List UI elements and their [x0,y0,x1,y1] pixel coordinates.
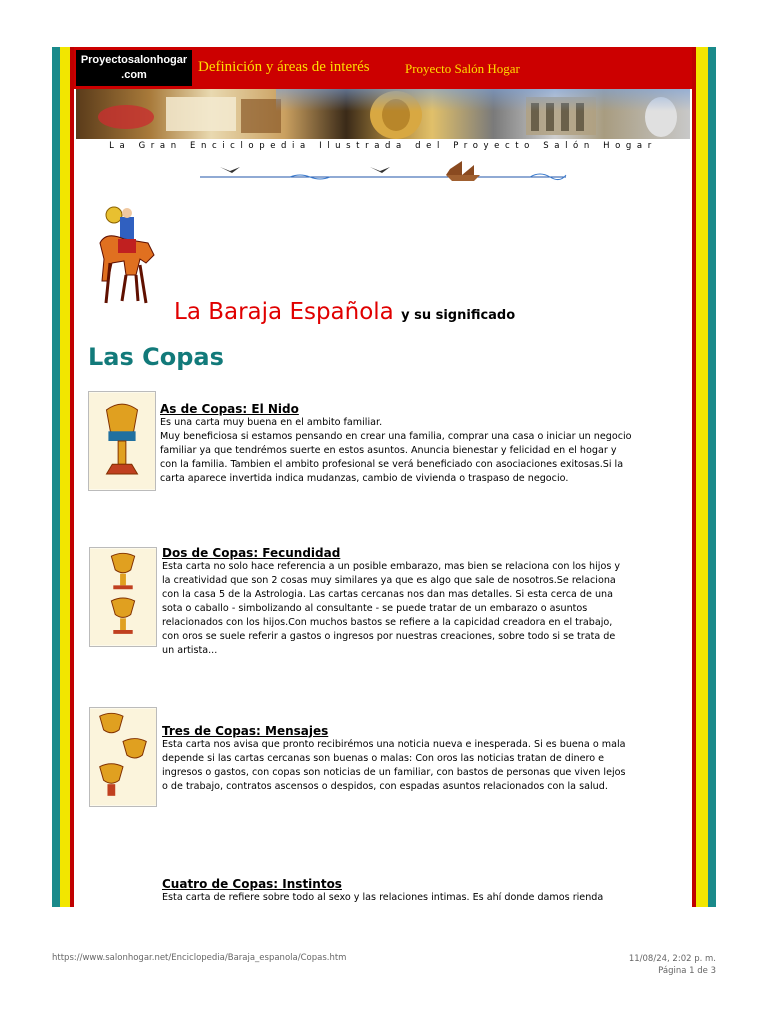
entry-title-tres: Tres de Copas: Mensajes [162,724,329,738]
definicion-link[interactable]: Definición y áreas de interés [198,59,370,75]
left-teal-stripe [52,47,60,907]
site-logo-link[interactable] [76,50,192,86]
header-banner-image [76,89,690,139]
logo-line2: .com [121,69,147,81]
entry-title-dos: Dos de Copas: Fecundidad [162,546,341,560]
right-teal-stripe [708,47,716,907]
entry-title-as: As de Copas: El Nido [160,402,299,416]
footer-url: https://www.salonhogar.net/Enciclopedia/Baraja_espanola/Copas.htm [52,953,347,963]
proyecto-link[interactable]: Proyecto Salón Hogar [405,61,520,76]
decorative-ship-line-icon [200,159,570,183]
tres-de-copas-card-image [89,707,157,807]
entry-text-dos: Esta carta no solo hace referencia a un posible embarazo, mas bien se relaciona con los hijos y la creatividad que son 2 cosas muy similares ya que es algo que sale de nosotros.Se relaciona con la casa 5 de la Astrologia. Las cartas cercanas nos dan mas detalles. Si esta cerca de una sota o caballo - simbolizando al consultante - se puede tratar de un embarazo o asuntos relacionados con los hijos.Con muchos bastos se refiere a la capicidad creadora en el trabajo, con oros se suele referir a gastos o ingresos por nuestras creaciones, sobre todo si se trata de un artista... [162,561,621,656]
encyclopedia-subtitle: La Gran Enciclopedia Ilustrada del Proyecto Salón Hogar [109,141,657,151]
site-header [74,47,692,89]
section-heading: Las Copas [88,343,224,371]
left-yellow-stripe [60,47,70,907]
page-title-sub: y su significado [401,308,516,323]
page-title-main: La Baraja Española [174,299,394,325]
entry-text-cuatro: Esta carta de refiere sobre todo al sexo y las relaciones intimas. Es ahí donde damos rienda [162,892,604,903]
footer-date: 11/08/24, 2:02 p. m. [628,954,716,964]
knight-card-image [96,203,162,311]
entry-text-as: Es una carta muy buena en el ambito familiar. Muy beneficiosa si estamos pensando en crear una familia, comprar una casa o iniciar un negocio familiar ya que tendrémos suerte en estos asuntos. Anuncia bienestar y felicidad en el hogar y con la familia. Tambien el ambito profesional se verá beneficiado con asociaciones exitosas.Si la carta aparece invertida indica mudanzas, cambio de vivienda o traspaso de negocio. [160,417,632,484]
footer-date-page [629,953,716,977]
right-yellow-stripe [696,47,708,907]
logo-line1: Proyectosalonhogar [80,54,188,66]
page-title [174,299,515,325]
entry-text-tres: Esta carta nos avisa que pronto recibirémos una noticia nueva e inesperada. Si es buena o mala depende si las cartas cercanas son buenas o malas: Con oros las noticias tratan de dinero e ingresos o gastos, con copas son noticias de un familiar, con bastos de personas que viven lejos o de trabajo, contratos ascensos o despidos, con espadas asuntos relacionados con la salud. [162,739,626,792]
footer-page-number: Página 1 de 3 [658,966,716,976]
dos-de-copas-card-image [89,547,157,647]
entry-title-cuatro: Cuatro de Copas: Instintos [162,877,342,891]
page-content [74,47,692,907]
as-de-copas-card-image [88,391,156,491]
